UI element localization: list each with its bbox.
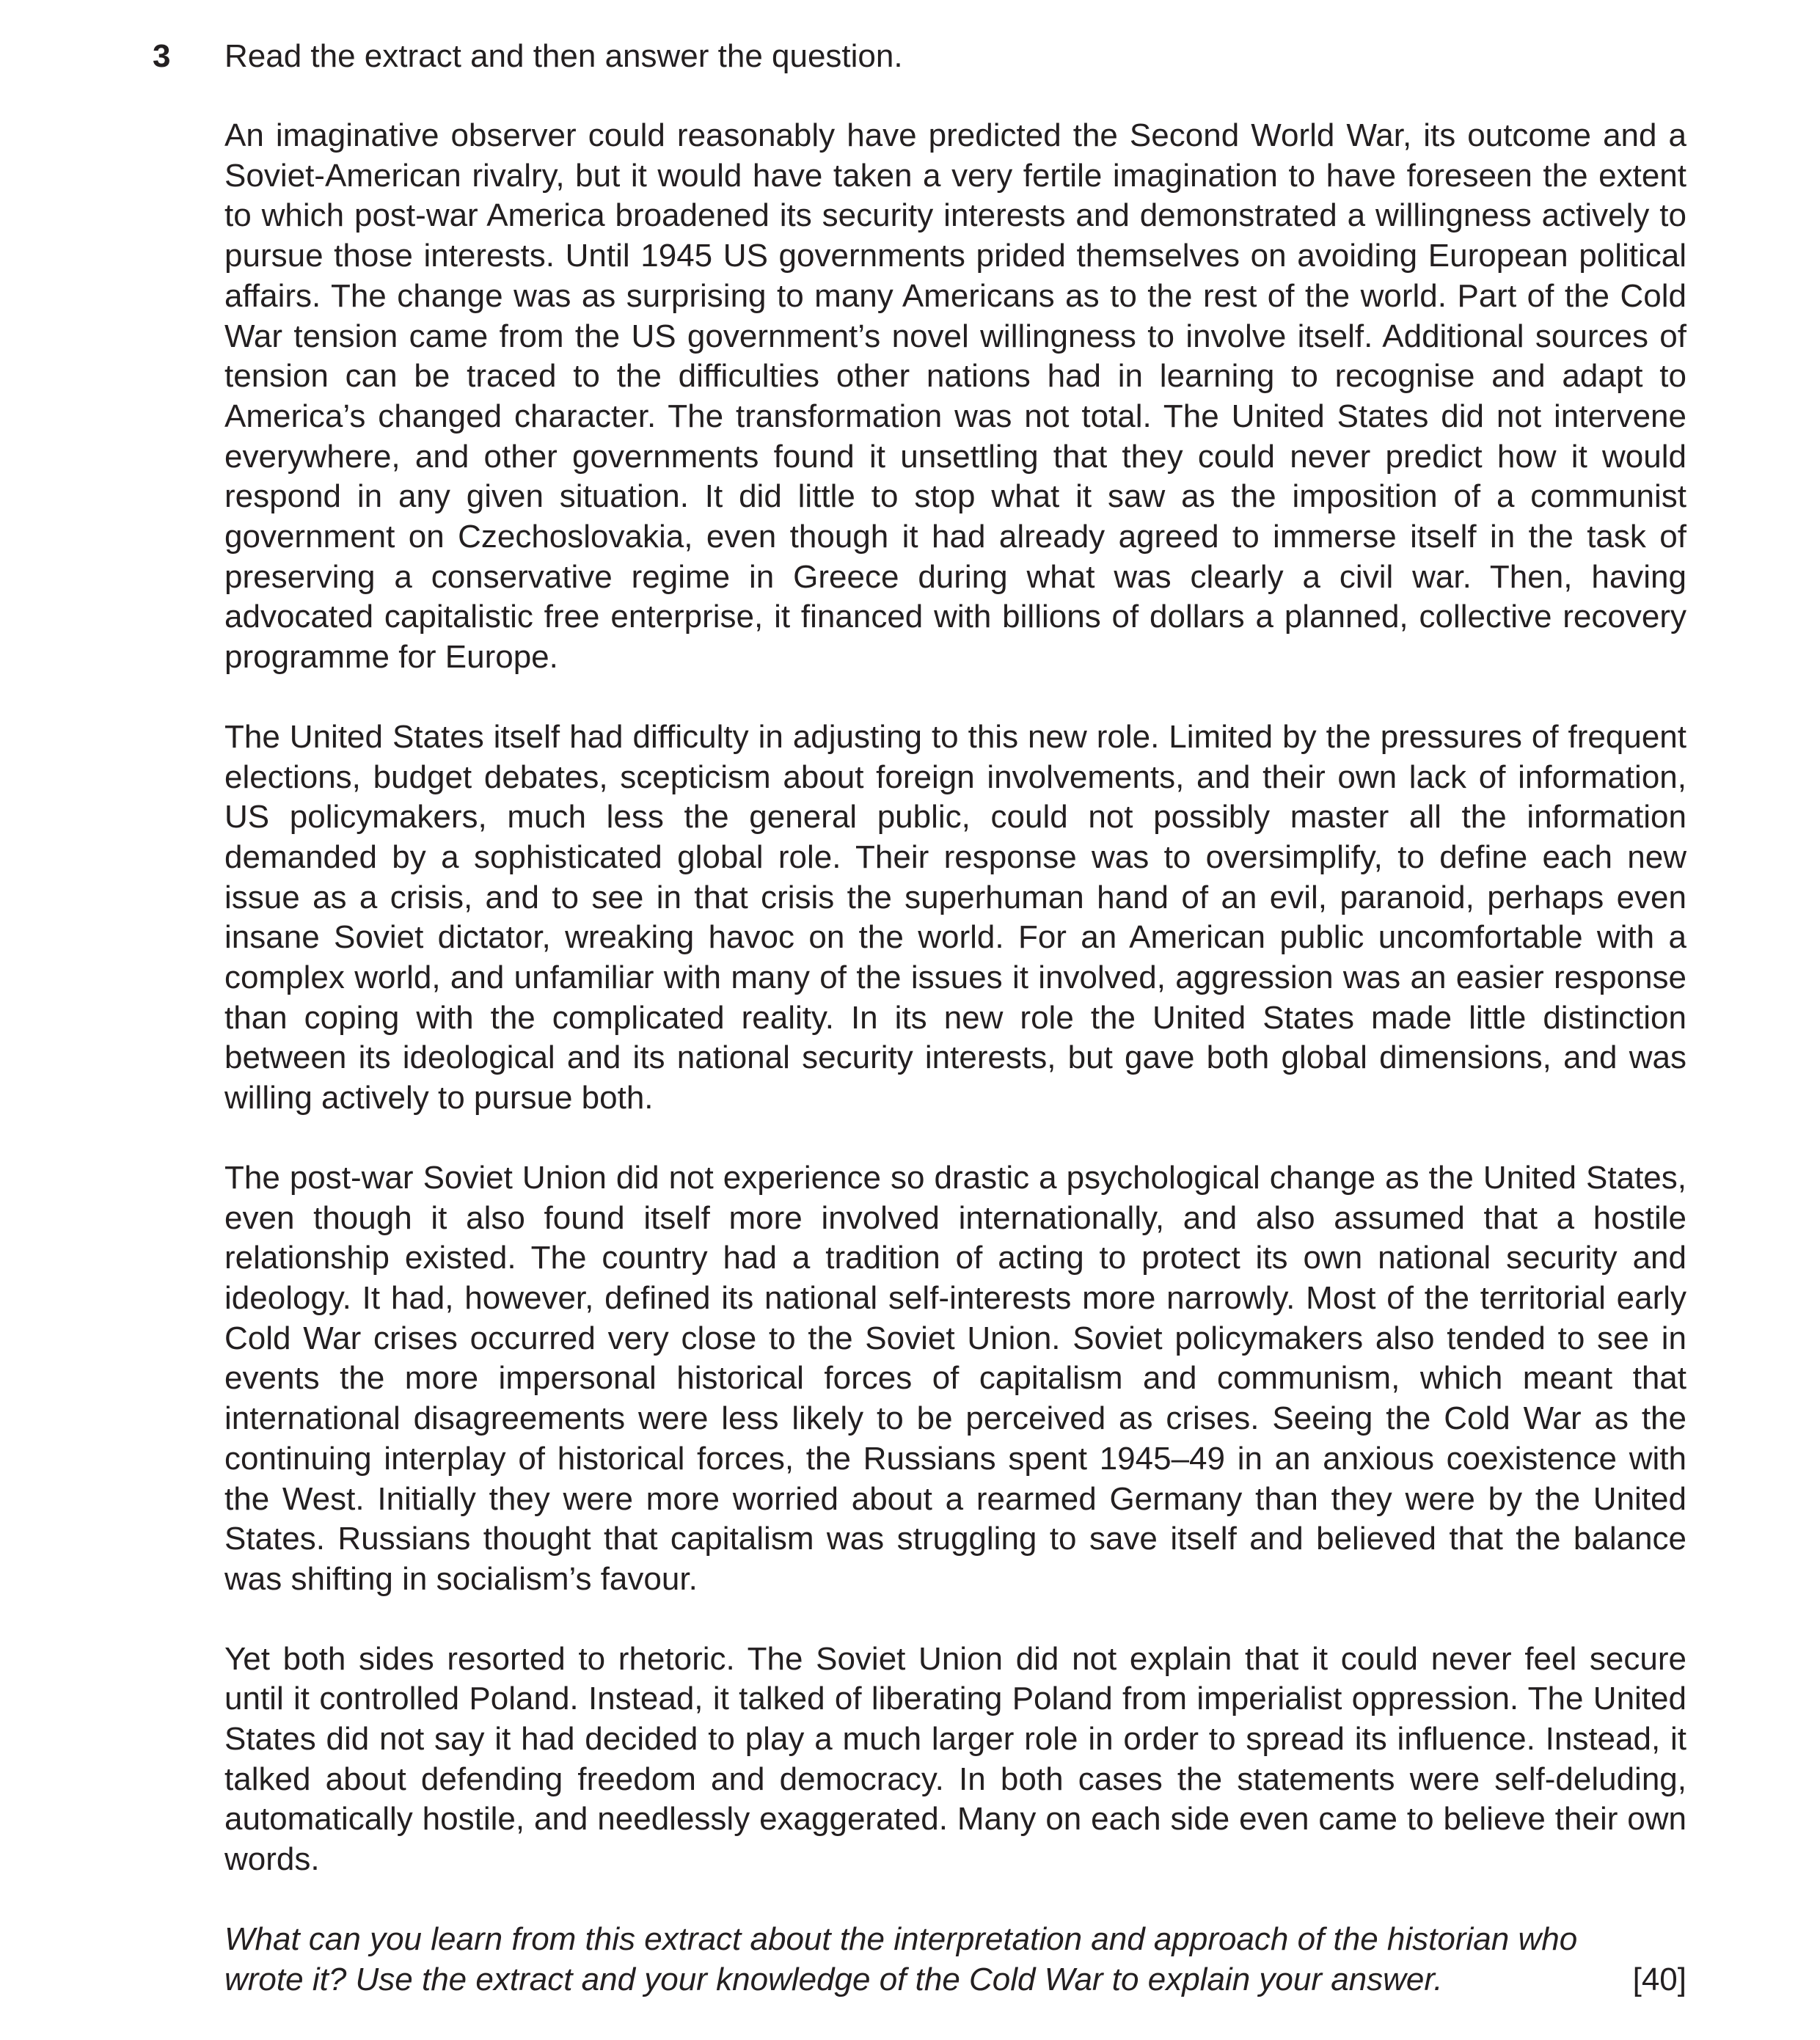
- extract-paragraph-2: The United States itself had difficulty in adjusting to this new role. Limited by the pressures of frequent elections, budget debates, scepticism about foreign involvements, and their own lack of information, US policymakers, much less the general public, could not possibly master all the information demanded by a sophisticated global role. Their response was to oversimplify, to define each new issue as a crisis, and to see in that crisis the superhuman hand of an evil, paranoid, perhaps even insane Soviet dictator, wreaking havoc on the world. For an American public uncomfortable with a complex world, and unfamiliar with many of the issues it involved, aggression was an easier response than coping with the complicated reality. In its new role the United States made little distinction between its ideological and its national security interests, but gave both global dimensions, and was willing actively to pursue both.: [224, 718, 1686, 1116]
- question-prompt-line-1: What can you learn from this extract about the interpretation and approach of the historian who: [224, 1920, 1578, 1957]
- question-prompt-line-2-row: [224, 1960, 1686, 2000]
- question-instruction: Read the extract and then answer the question.: [224, 38, 903, 74]
- question-content: [224, 37, 1686, 2000]
- extract-paragraph-4: Yet both sides resorted to rhetoric. The Soviet Union did not explain that it could never feel secure until it controlled Poland. Instead, it talked of liberating Poland from imperialist oppression. The United States did not say it had decided to play a much larger role in order to spread its influence. Instead, it talked about defending freedom and democracy. In both cases the statements were self-deluding, automatically hostile, and needlessly exaggerated. Many on each side even came to believe their own words.: [224, 1640, 1686, 1878]
- marks-allocation: [40]: [1632, 1961, 1686, 1997]
- question-prompt: [224, 1920, 1686, 2000]
- extract-paragraph-1: An imaginative observer could reasonably have predicted the Second World War, its outcome and a Soviet-American rivalry, but it would have taken a very fertile imagination to have foreseen the extent to which post-war America broadened its security interests and demonstrated a willingness actively to pursue those interests. Until 1945 US governments prided themselves on avoiding European political affairs. The change was as surprising to many Americans as to the rest of the world. Part of the Cold War tension came from the US government’s novel willingness to involve itself. Additional sources of tension can be traced to the difficulties other nations had in learning to recognise and adapt to America’s changed character. The transformation was not total. The United States did not intervene everywhere, and other governments found it unsettling that they could never predict how it would respond in any given situation. It did little to stop what it saw as the imposition of a communist government on Czechoslovakia, even though it had already agreed to immerse itself in the task of preserving a conservative regime in Greece during what was clearly a civil war. Then, having advocated capitalistic free enterprise, it financed with billions of dollars a planned, collective recovery programme for Europe.: [224, 117, 1686, 676]
- question-prompt-line-2: wrote it? Use the extract and your knowledge of the Cold War to explain your answer.: [224, 1961, 1443, 1997]
- extract-paragraph-3: The post-war Soviet Union did not experience so drastic a psychological change as the United States, even though it also found itself more involved internationally, and also assumed that a hostile relationship existed. The country had a tradition of acting to protect its own national security and ideology. It had, however, defined its national self-interests more narrowly. Most of the territorial early Cold War crises occurred very close to the Soviet Union. Soviet policymakers also tended to see in events the more impersonal historical forces of capitalism and communism, which meant that international disagreements were less likely to be perceived as crises. Seeing the Cold War as the continuing interplay of historical forces, the Russians spent 1945–49 in an anxious coexistence with the West. Initially they were more worried about a rearmed Germany than they were by the United States. Russians thought that capitalism was struggling to save itself and believed that the balance was shifting in socialism’s favour.: [224, 1159, 1686, 1597]
- question-number: 3: [153, 38, 171, 74]
